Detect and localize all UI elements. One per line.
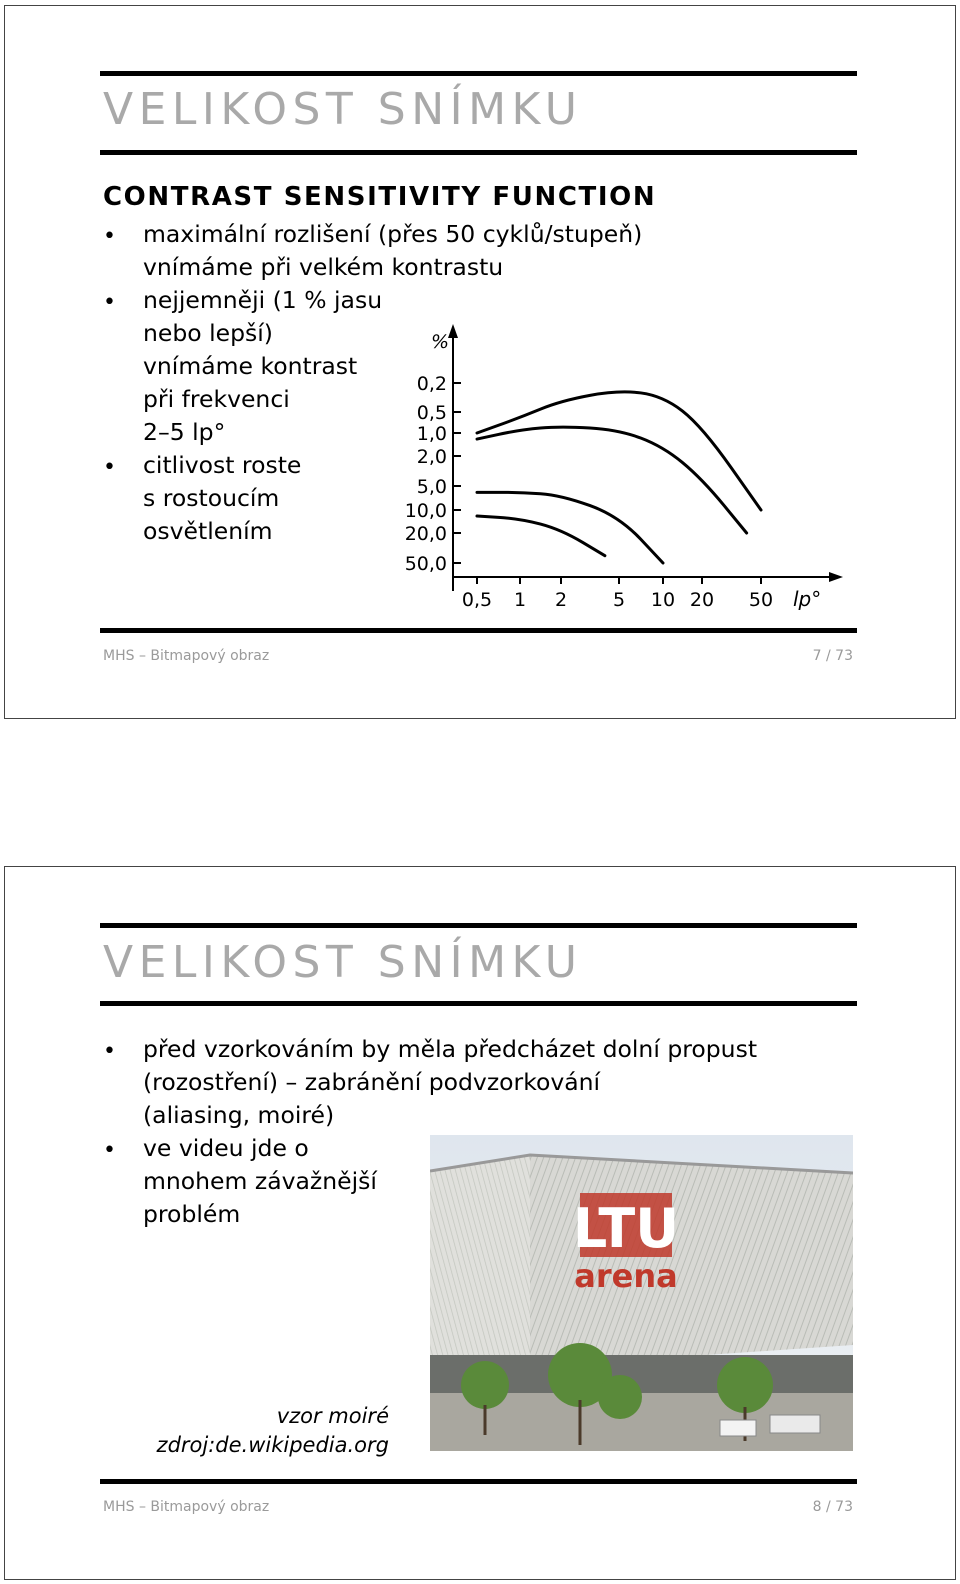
y-axis-label: %	[431, 331, 450, 353]
moire-photo	[430, 1135, 853, 1451]
text-line-4: nebo lepší)	[143, 319, 273, 347]
top-rule	[100, 923, 857, 928]
page-number: 8 / 73	[812, 1499, 853, 1515]
x-tick-label: 10	[650, 589, 676, 611]
section-heading: CONTRAST SENSITIVITY FUNCTION	[103, 182, 657, 212]
bullet-2: •	[103, 290, 116, 315]
text-line-2: vnímáme při velkém kontrastu	[143, 253, 504, 281]
x-axis-arrow	[829, 572, 843, 582]
y-tick-label: 0,5	[416, 402, 447, 424]
top-rule	[100, 71, 857, 76]
photo-source: zdroj:de.wikipedia.org	[156, 1433, 389, 1457]
text-line-9: s rostoucím	[143, 484, 280, 512]
x-tick-label: 5	[612, 589, 626, 611]
text-line-6: problém	[143, 1200, 241, 1228]
footer-title: MHS – Bitmapový obraz	[103, 1499, 270, 1515]
csf-chart	[385, 316, 865, 616]
text-line-4: ve videu jde o	[143, 1134, 309, 1162]
y-axis-arrow	[448, 324, 458, 338]
y-tick-label: 5,0	[416, 476, 447, 498]
slide-title: VELIKOST SNÍMKU	[103, 84, 583, 135]
csf-curves	[477, 392, 761, 563]
title-underline	[100, 150, 857, 155]
footer-rule	[100, 1479, 857, 1484]
x-tick-label: 20	[689, 589, 715, 611]
footer-rule	[100, 628, 857, 633]
bullet-1: •	[103, 1039, 116, 1064]
y-tick-label: 10,0	[404, 500, 447, 522]
x-tick-label: 1	[513, 589, 527, 611]
text-line-3: (aliasing, moiré)	[143, 1101, 335, 1129]
text-line-10: osvětlením	[143, 517, 273, 545]
y-tick-label: 0,2	[416, 373, 447, 395]
text-line-8: citlivost roste	[143, 451, 302, 479]
footer-title: MHS – Bitmapový obraz	[103, 648, 270, 664]
x-tick-label: 50	[748, 589, 774, 611]
bullet-1: •	[103, 224, 116, 249]
text-line-2: (rozostření) – zabránění podvzorkování	[143, 1068, 601, 1096]
bullet-3: •	[103, 455, 116, 480]
text-line-6: při frekvenci	[143, 385, 290, 413]
csf-curve-3	[477, 492, 663, 563]
x-tick-label: 0,5	[461, 589, 493, 611]
y-tick-label: 2,0	[416, 446, 447, 468]
slide-title: VELIKOST SNÍMKU	[103, 937, 583, 988]
y-tick-label: 50,0	[404, 553, 447, 575]
photo-sign-arena: arena	[574, 1257, 678, 1295]
slide-8	[4, 866, 956, 1580]
x-ticks	[462, 577, 773, 611]
slide-7	[4, 5, 956, 719]
title-underline	[100, 1001, 857, 1006]
x-tick-label: 2	[554, 589, 568, 611]
page-number: 7 / 73	[812, 648, 853, 664]
csf-curve-4	[477, 516, 605, 556]
text-line-1: maximální rozlišení (přes 50 cyklů/stupeň)	[143, 220, 643, 248]
bullet-2: •	[103, 1138, 116, 1163]
photo-caption: vzor moiré	[276, 1404, 389, 1428]
text-line-5: mnohem závažnější	[143, 1167, 377, 1195]
text-line-5: vnímáme kontrast	[143, 352, 358, 380]
y-tick-label: 20,0	[404, 523, 447, 545]
x-axis-label: lp°	[793, 587, 822, 611]
photo-sign-ltu: LTU	[572, 1197, 680, 1260]
text-line-7: 2–5 lp°	[143, 418, 226, 446]
text-line-1: před vzorkováním by měla předcházet dolní propust	[143, 1035, 758, 1063]
text-line-3: nejjemněji (1 % jasu	[143, 286, 383, 314]
y-tick-label: 1,0	[416, 423, 447, 445]
